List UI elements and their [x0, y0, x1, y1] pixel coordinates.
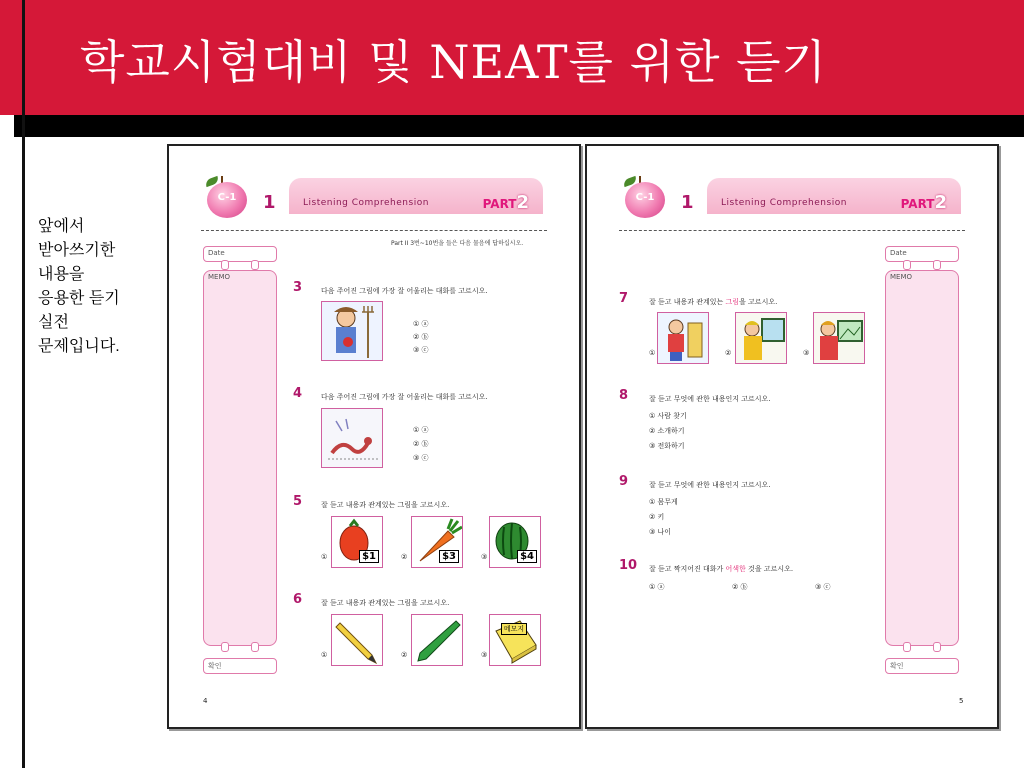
binder-ring-icon — [933, 642, 941, 652]
memo-box — [203, 270, 277, 646]
worm-picture-icon — [321, 408, 383, 468]
left-vertical-rule — [22, 0, 25, 768]
option[interactable]: ① — [321, 553, 328, 561]
option[interactable]: ③ — [481, 553, 488, 561]
option[interactable]: ③ — [803, 349, 810, 357]
pencil-icon[interactable] — [331, 614, 383, 666]
confirm-label: 확인 — [890, 662, 904, 670]
title-banner — [0, 0, 1024, 115]
memo-label: MEMO — [208, 273, 231, 281]
notebook-label: 메모지 — [501, 623, 527, 635]
worksheet-page-left — [167, 144, 581, 729]
part-number: 2 — [516, 192, 529, 213]
question-number: 10 — [619, 558, 638, 573]
option[interactable]: ① 사람 찾기 — [649, 412, 687, 420]
memo-date-box — [885, 246, 959, 262]
question-text — [649, 564, 793, 574]
question-number: 8 — [619, 388, 629, 403]
memo-box — [885, 270, 959, 646]
pen-icon[interactable] — [411, 614, 463, 666]
unit-badge-text: C-1 — [217, 192, 237, 203]
binder-ring-icon — [221, 260, 229, 270]
option[interactable]: ② ⓑ — [413, 440, 429, 448]
memo-date-label: Date — [208, 249, 225, 257]
option[interactable]: ③ — [481, 651, 488, 659]
part-label: PART — [482, 197, 517, 211]
option[interactable]: ③ 나이 — [649, 528, 672, 536]
question-text-part: 을 고르시오. — [739, 298, 778, 306]
binder-ring-icon — [903, 642, 911, 652]
dotted-divider — [619, 230, 965, 231]
question-text: 잘 듣고 내용과 관계있는 그림을 고르시오. — [321, 599, 450, 607]
farmer-picture-icon — [321, 301, 383, 361]
man-picture-icon[interactable] — [813, 312, 865, 364]
option[interactable]: ① ⓐ — [649, 583, 665, 591]
question-text: 잘 듣고 무엇에 관한 내용인지 고르시오. — [649, 395, 771, 403]
memo-label: MEMO — [890, 273, 913, 281]
question-text: 다음 주어진 그림에 가장 잘 어울리는 대화를 고르시오. — [321, 393, 488, 401]
section-banner — [707, 178, 961, 214]
divider-accent — [0, 115, 14, 137]
unit-number: 1 — [263, 192, 276, 213]
carrot-icon[interactable] — [411, 516, 463, 568]
unit-number: 1 — [681, 192, 694, 213]
banner-text: Listening Comprehension — [721, 198, 847, 208]
question-number: 4 — [293, 386, 303, 401]
option[interactable]: ① ⓐ — [413, 426, 429, 434]
binder-ring-icon — [251, 260, 259, 270]
memo-confirm-box — [885, 658, 959, 674]
question-number: 7 — [619, 291, 629, 306]
page-number: 4 — [203, 697, 208, 705]
option[interactable]: ② ⓑ — [413, 333, 429, 341]
unit-badge-text: C-1 — [635, 192, 655, 203]
part-number: 2 — [934, 192, 947, 213]
worksheet-page-right — [585, 144, 999, 729]
question-text-part: 잘 듣고 짝지어진 대화가 — [649, 565, 726, 573]
page-number: 5 — [959, 697, 964, 705]
option[interactable]: ③ ⓒ — [815, 583, 831, 591]
option[interactable]: ② 소개하기 — [649, 427, 685, 435]
question-number: 3 — [293, 280, 303, 295]
notebook-icon[interactable] — [489, 614, 541, 666]
price-tag: $4 — [517, 550, 537, 563]
memo-column — [203, 246, 277, 678]
dotted-divider — [201, 230, 547, 231]
option[interactable]: ② — [401, 651, 408, 659]
memo-confirm-box — [203, 658, 277, 674]
question-text: 다음 주어진 그림에 가장 잘 어울리는 대화를 고르시오. — [321, 287, 488, 295]
question-text-part: 잘 듣고 내용과 관계있는 — [649, 298, 726, 306]
slide-title: 학교시험대비 및 NEAT를 위한 듣기 — [80, 35, 827, 89]
confirm-label: 확인 — [208, 662, 222, 670]
option[interactable]: ③ ⓒ — [413, 346, 429, 354]
question-text: 잘 듣고 무엇에 관한 내용인지 고르시오. — [649, 481, 771, 489]
option[interactable]: ② 키 — [649, 513, 665, 521]
memo-date-label: Date — [890, 249, 907, 257]
binder-ring-icon — [933, 260, 941, 270]
option[interactable]: ② — [401, 553, 408, 561]
watermelon-icon[interactable] — [489, 516, 541, 568]
binder-ring-icon — [221, 642, 229, 652]
question-number: 6 — [293, 592, 303, 607]
option[interactable]: ① — [649, 349, 656, 357]
banner-text: Listening Comprehension — [303, 198, 429, 208]
option[interactable]: ① — [321, 651, 328, 659]
instruction-text: Part II 3번~10번을 들은 다음 물음에 답하십시오. — [391, 240, 524, 247]
memo-date-box — [203, 246, 277, 262]
option[interactable]: ② ⓑ — [732, 583, 748, 591]
banner-part — [901, 192, 947, 213]
side-note: 앞에서 받아쓰기한 내용을 응용한 듣기 실전 문제입니다. — [38, 218, 120, 355]
apple-badge-icon — [207, 182, 247, 218]
option[interactable]: ② — [725, 349, 732, 357]
price-tag: $3 — [439, 550, 459, 563]
memo-column — [885, 246, 959, 678]
man-window-icon[interactable] — [735, 312, 787, 364]
binder-ring-icon — [251, 642, 259, 652]
question-text-highlight: 어색한 — [725, 565, 746, 573]
black-divider-bar — [0, 115, 1024, 137]
question-text: 잘 듣고 내용과 관계있는 그림을 고르시오. — [321, 501, 450, 509]
question-number: 9 — [619, 474, 629, 489]
pepper-icon[interactable] — [331, 516, 383, 568]
option[interactable]: ③ 전화하기 — [649, 442, 685, 450]
question-text-part: 것을 고르시오. — [745, 565, 794, 573]
option[interactable]: ① ⓐ — [413, 320, 429, 328]
binder-ring-icon — [903, 260, 911, 270]
question-text — [649, 297, 777, 307]
part-label: PART — [900, 197, 935, 211]
boy-exercise-icon[interactable] — [657, 312, 709, 364]
option[interactable]: ① 몸무게 — [649, 498, 678, 506]
question-number: 5 — [293, 494, 303, 509]
banner-part — [483, 192, 529, 213]
section-banner — [289, 178, 543, 214]
apple-badge-icon — [625, 182, 665, 218]
price-tag: $1 — [359, 550, 379, 563]
option[interactable]: ③ ⓒ — [413, 454, 429, 462]
question-text-highlight: 그림 — [725, 298, 740, 306]
